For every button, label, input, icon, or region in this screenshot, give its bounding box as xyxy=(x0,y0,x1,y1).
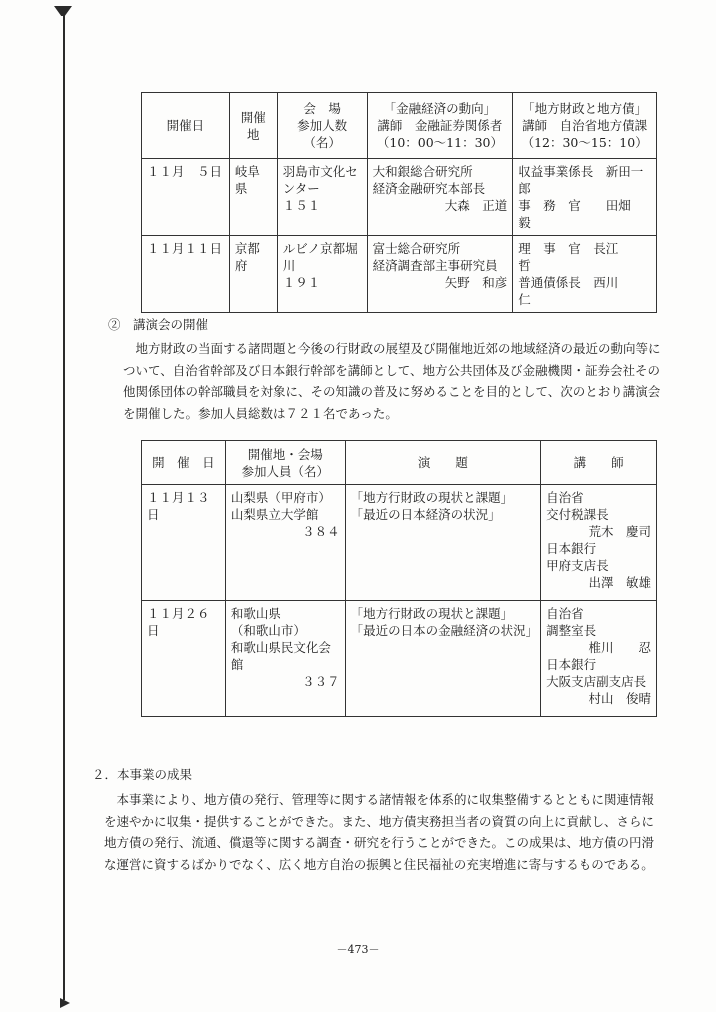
section-paragraph-lecture: 地方財政の当面する諸問題と今後の行財政の展望及び開催地近郊の地域経済の最近の動向等について、自治省幹部及び日本銀行幹部を講師として、地方公共団体及び金融機関・証券会社その他関係団体の幹部職員を対象に、その知識の普及に努めることを目的として、次のとおり講演会を開催した。参加人員総数は７２１名であった。 xyxy=(123,341,661,421)
lecturer-org: 日本銀行 xyxy=(546,541,597,556)
page-number: －473－ xyxy=(336,943,380,956)
lecturer-name: 村山 俊晴 xyxy=(588,691,651,706)
table-header-row xyxy=(142,93,657,159)
row-lecture-1 xyxy=(367,236,513,313)
row-place: 岐阜県 xyxy=(229,159,277,236)
lecturer-name: 矢野 和彦 xyxy=(444,275,508,290)
row-date: １１月 ５日 xyxy=(142,159,230,236)
section-heading-results: ２．本事業の成果 xyxy=(92,767,193,782)
row-lecturers xyxy=(541,485,657,601)
lecturer-title: 経済金融研究本部長 xyxy=(372,181,486,196)
row-lecturers xyxy=(541,601,657,717)
row-lecture-2 xyxy=(513,236,657,313)
table-header-row xyxy=(142,441,657,485)
table-row xyxy=(142,485,657,601)
lecturer-name: 出澤 敏雄 xyxy=(588,575,651,590)
attendance-count: ３８４ xyxy=(302,524,340,539)
header-topic: 演 題 xyxy=(345,441,541,485)
lecturer-line: 事 務 官 田畑 毅 xyxy=(518,198,644,230)
header-place: 開催地 xyxy=(229,93,277,159)
section-paragraph-results: 本事業により、地方債の発行、管理等に関する諸情報を体系的に収集整備するとともに関連情報を速やかに収集・提供することができた。また、地方債実務担当者の資質の向上に貢献し、さらに地方債の発行、流通、償還等に関する調査・研究を行うことができた。この成果は、地方債の円滑な運営に資するばかりでなく、広く地方自治の振興と住民福祉の充実増進に寄与するものである。 xyxy=(104,792,655,872)
venue-name: ルビノ京都堀川 xyxy=(282,241,358,273)
row-place xyxy=(225,485,345,601)
row-venue xyxy=(277,159,367,236)
lecturer-line: 理 事 官 長江 哲 xyxy=(518,241,644,273)
lecturer-org: 富士総合研究所 xyxy=(372,241,461,256)
row-date: １１月２６日 xyxy=(142,601,226,717)
row-place xyxy=(225,601,345,717)
topic: 「最近の日本経済の状況」 xyxy=(350,507,501,522)
lecturer-org: 自治省 xyxy=(546,490,584,505)
lecturer-title: 甲府支店長 xyxy=(546,558,609,573)
row-date: １１月１１日 xyxy=(142,236,230,313)
venue-name: 羽島市文化センター xyxy=(282,164,358,196)
table-row xyxy=(142,601,657,717)
binding-mark-bottom xyxy=(60,998,70,1008)
lecturer-name: 椎川 忍 xyxy=(588,640,651,655)
row-lecture-1 xyxy=(367,159,513,236)
lecturer-org: 日本銀行 xyxy=(546,657,597,672)
lecturer-title: 経済調査部主事研究員 xyxy=(372,258,498,273)
place-line: 山梨県（甲府市） xyxy=(230,490,331,505)
lecturer-name: 大森 正道 xyxy=(444,198,508,213)
row-topics xyxy=(345,485,541,601)
header-date: 開 催 日 xyxy=(142,441,226,485)
binding-edge-line xyxy=(63,8,65,1000)
lecture-table xyxy=(141,440,657,717)
lecturer-title: 大阪支店副支店長 xyxy=(546,674,647,689)
header-lecture-2: 「地方財政と地方債」 講師 自治省地方債課 （12：30～15：10） xyxy=(513,93,657,159)
header-venue-count: 会 場 参加人数 （名） xyxy=(277,93,367,159)
lecturer-line: 普通債係長 西川 仁 xyxy=(518,275,644,307)
lecturer-line: 収益事業係長 新田一郎 xyxy=(518,164,644,196)
topic: 「地方行財政の現状と課題」 xyxy=(350,490,514,505)
topic: 「地方行財政の現状と課題」 xyxy=(350,606,514,621)
section-heading-lecture: ② 講演会の開催 xyxy=(108,317,209,332)
lecturer-org: 自治省 xyxy=(546,606,584,621)
header-lecturer: 講 師 xyxy=(541,441,657,485)
row-lecture-2 xyxy=(513,159,657,236)
topic: 「最近の日本の金融経済の状況」 xyxy=(350,623,539,638)
attendance-count: １５１ xyxy=(282,198,321,213)
table-row xyxy=(142,159,657,236)
row-venue xyxy=(277,236,367,313)
attendance-count: １９１ xyxy=(282,275,321,290)
attendance-count: ３３７ xyxy=(302,674,340,689)
place-line: 和歌山県 xyxy=(230,606,281,621)
table-row xyxy=(142,236,657,313)
seminar-table xyxy=(141,92,657,313)
place-line: （和歌山市） xyxy=(230,623,306,638)
header-place: 開催地・会場 参加人員（名） xyxy=(225,441,345,485)
lecturer-title: 交付税課長 xyxy=(546,507,609,522)
row-place: 京都府 xyxy=(229,236,277,313)
header-date: 開催日 xyxy=(142,93,230,159)
lecturer-name: 荒木 慶司 xyxy=(588,524,651,539)
lecturer-org: 大和銀総合研究所 xyxy=(372,164,473,179)
row-topics xyxy=(345,601,541,717)
place-line: 和歌山県民文化会館 xyxy=(230,640,331,672)
header-lecture-1: 「金融経済の動向」 講師 金融証券関係者 （10：00～11：30） xyxy=(367,93,513,159)
lecturer-title: 調整室長 xyxy=(546,623,597,638)
row-date: １１月１３日 xyxy=(142,485,226,601)
place-line: 山梨県立大学館 xyxy=(230,507,319,522)
